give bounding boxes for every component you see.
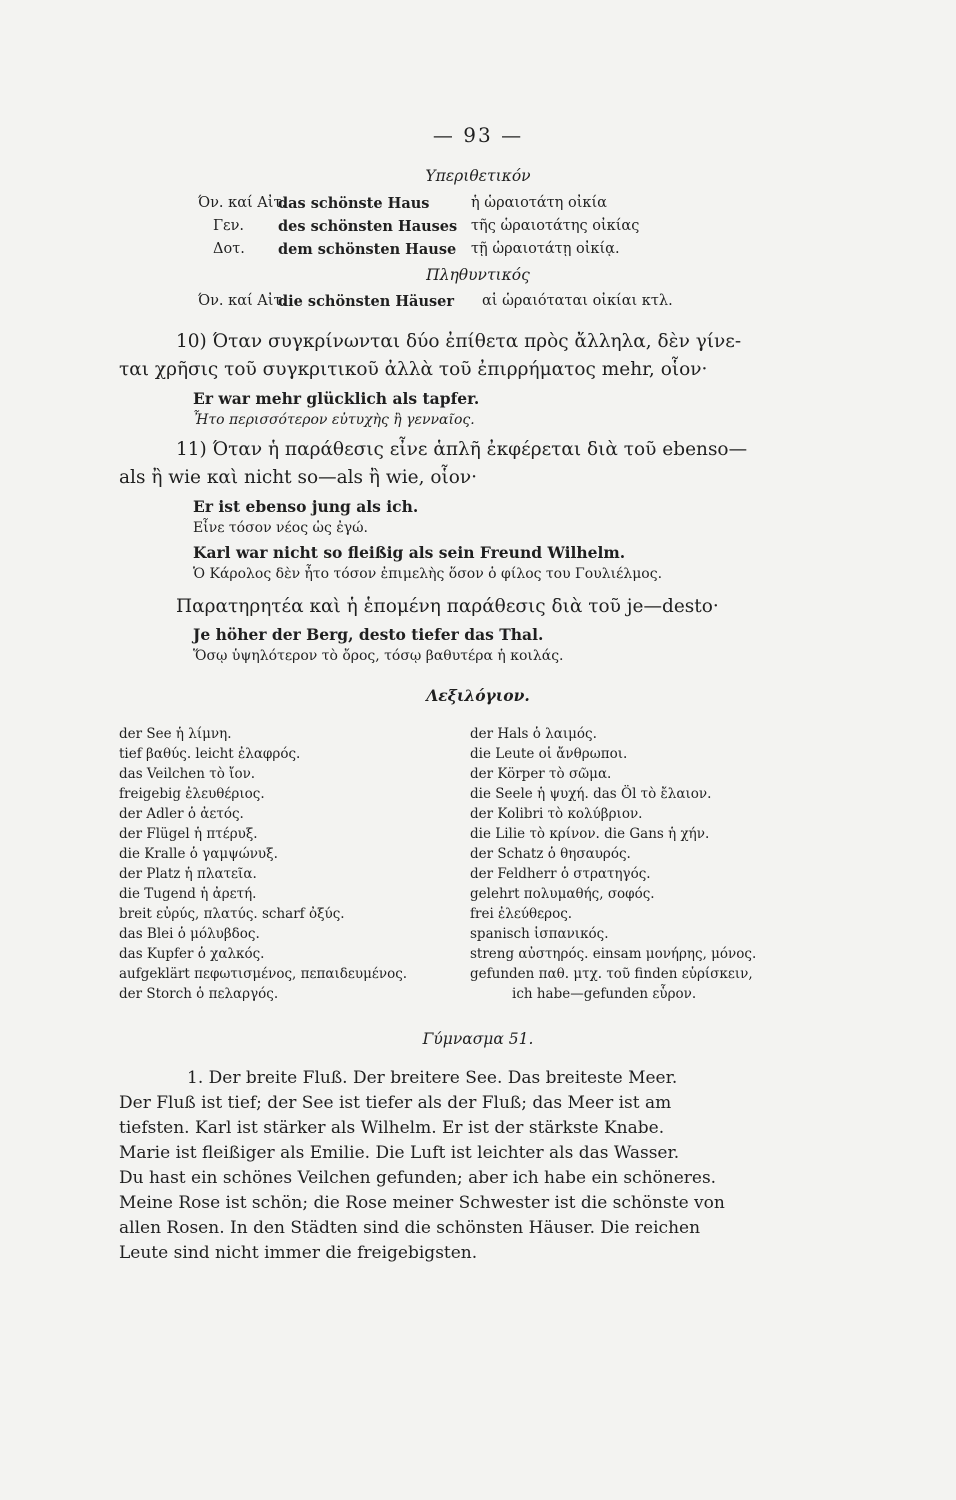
exercise-line: Meine Rose ist schön; die Rose meiner Schwester ist die schönste von xyxy=(119,1193,725,1213)
vocab-entry: das Kupfer ὁ χαλκός. xyxy=(119,946,265,962)
vocab-entry: der Hals ὁ λαιμός. xyxy=(470,726,597,742)
case-label: Όν. καί Αἰτ. xyxy=(198,293,287,309)
vocab-entry: die Kralle ὁ γαμψώνυξ. xyxy=(119,846,278,862)
greek-form: τῇ ὡραιοτάτῃ οἰκίᾳ. xyxy=(471,241,620,257)
exercise-heading: Γύμνασμα 51. xyxy=(422,1030,534,1048)
vocab-entry: die Lilie τὸ κρίνον. die Gans ἡ χήν. xyxy=(470,826,710,842)
exercise-line: Marie ist fleißiger als Emilie. Die Luft ist leichter als das Wasser. xyxy=(119,1143,680,1163)
vocab-entry: breit εὐρύς, πλατύς. scharf ὀξύς. xyxy=(119,906,345,922)
rule-10-text: ται χρῆσις τοῦ συγκριτικοῦ ἀλλὰ τοῦ ἐπιρρήματος mehr, οἷον· xyxy=(119,359,708,380)
rule-11-example-gr: Ὁ Κάρολος δὲν ἦτο τόσον ἐπιμελὴς ὅσον ὁ φίλος του Γουλιέλμος. xyxy=(193,566,663,582)
vocab-heading: Λεξιλόγιον. xyxy=(426,686,530,705)
vocab-entry: frei ἐλεύθερος. xyxy=(470,906,573,922)
vocab-entry: die Leute οἱ ἄνθρωποι. xyxy=(470,746,628,762)
plural-heading: Πληθυντικός xyxy=(426,266,530,284)
vocab-entry: der Platz ἡ πλατεῖα. xyxy=(119,866,257,882)
german-form: des schönsten Hauses xyxy=(278,218,458,235)
greek-form: ἡ ὡραιοτάτη οἰκία xyxy=(471,195,607,211)
case-label: Δοτ. xyxy=(213,241,245,257)
page-number: — 93 — xyxy=(432,123,524,147)
vocab-entry: der Schatz ὁ θησαυρός. xyxy=(470,846,631,862)
vocab-entry: der Kolibri τὸ κολύβριον. xyxy=(470,806,643,822)
rule-11-example-de: Karl war nicht so fleißig als sein Freund Wilhelm. xyxy=(193,543,626,562)
case-label: Γεν. xyxy=(213,218,244,234)
vocab-entry: spanisch ἱσπανικός. xyxy=(470,926,609,942)
vocab-entry: ich habe—gefunden εὗρον. xyxy=(512,986,697,1002)
vocab-entry: der Flügel ἡ πτέρυξ. xyxy=(119,826,258,842)
rule-11-example-de: Er ist ebenso jung als ich. xyxy=(193,497,419,516)
rule-10-example-gr: Ἦτο περισσότερον εὐτυχὴς ἢ γενναῖος. xyxy=(193,412,475,428)
singular-heading: Υπεριθετικόν xyxy=(425,167,531,185)
vocab-entry: das Blei ὁ μόλυβδος. xyxy=(119,926,260,942)
vocab-entry: streng αὐστηρός. einsam μονήρης, μόνος. xyxy=(470,946,757,962)
rule-11-text: 11) Όταν ἡ παράθεσις εἶνε ἁπλῆ ἐκφέρεται διὰ τοῦ ebenso— xyxy=(176,439,748,460)
vocab-entry: freigebig ἐλευθέριος. xyxy=(119,786,265,802)
exercise-line: tiefsten. Karl ist stärker als Wilhelm. Er ist der stärkste Knabe. xyxy=(119,1118,665,1138)
exercise-line: Der Fluß ist tief; der See ist tiefer als der Fluß; das Meer ist am xyxy=(119,1093,672,1113)
case-label: Όν. καί Αἰτ. xyxy=(198,195,287,211)
german-form: das schönste Haus xyxy=(278,195,430,212)
greek-form: αἱ ὡραιόταται οἰκίαι κτλ. xyxy=(482,293,673,309)
exercise-line: Leute sind nicht immer die freigebigsten. xyxy=(119,1243,478,1263)
note-text: Παρατηρητέα καὶ ἡ ἑπομένη παράθεσις διὰ τοῦ je—desto· xyxy=(176,596,719,617)
vocab-entry: gelehrt πολυμαθής, σοφός. xyxy=(470,886,655,902)
rule-11-text: als ἢ wie καὶ nicht so—als ἢ wie, οἷον· xyxy=(119,467,478,488)
vocab-entry: der See ἡ λίμνη. xyxy=(119,726,232,742)
rule-10-text: 10) Όταν συγκρίνωνται δύο ἐπίθετα πρὸς ἄλληλα, δὲν γίνε- xyxy=(176,331,742,352)
german-form: die schönsten Häuser xyxy=(278,293,455,310)
exercise-line: Du hast ein schönes Veilchen gefunden; aber ich habe ein schöneres. xyxy=(119,1168,717,1188)
vocab-entry: der Adler ὁ ἀετός. xyxy=(119,806,244,822)
vocab-entry: aufgeklärt πεφωτισμένος, πεπαιδευμένος. xyxy=(119,966,408,982)
vocab-entry: gefunden παθ. μτχ. τοῦ finden εὑρίσκειν, xyxy=(470,966,753,982)
note-example-gr: Ὅσῳ ὑψηλότερον τὸ ὄρος, τόσῳ βαθυτέρα ἡ κοιλάς. xyxy=(193,648,564,664)
rule-11-example-gr: Εἶνε τόσον νέος ὡς ἐγώ. xyxy=(193,520,368,536)
vocab-entry: die Tugend ἡ ἀρετή. xyxy=(119,886,257,902)
note-example-de: Je höher der Berg, desto tiefer das Thal. xyxy=(193,625,544,644)
rule-10-example-de: Er war mehr glücklich als tapfer. xyxy=(193,389,480,408)
greek-form: τῆς ὡραιοτάτης οἰκίας xyxy=(471,218,640,234)
vocab-entry: tief βαθύς. leicht ἐλαφρός. xyxy=(119,746,301,762)
vocab-entry: der Storch ὁ πελαργός. xyxy=(119,986,279,1002)
vocab-entry: das Veilchen τὸ ἴον. xyxy=(119,766,256,782)
vocab-entry: der Feldherr ὁ στρατηγός. xyxy=(470,866,651,882)
vocab-entry: der Körper τὸ σῶμα. xyxy=(470,766,612,782)
exercise-line: 1. Der breite Fluß. Der breitere See. Das breiteste Meer. xyxy=(187,1068,678,1088)
exercise-line: allen Rosen. In den Städten sind die schönsten Häuser. Die reichen xyxy=(119,1218,701,1238)
german-form: dem schönsten Hause xyxy=(278,241,457,258)
vocab-entry: die Seele ἡ ψυχή. das Öl τὸ ἔλαιον. xyxy=(470,786,712,802)
